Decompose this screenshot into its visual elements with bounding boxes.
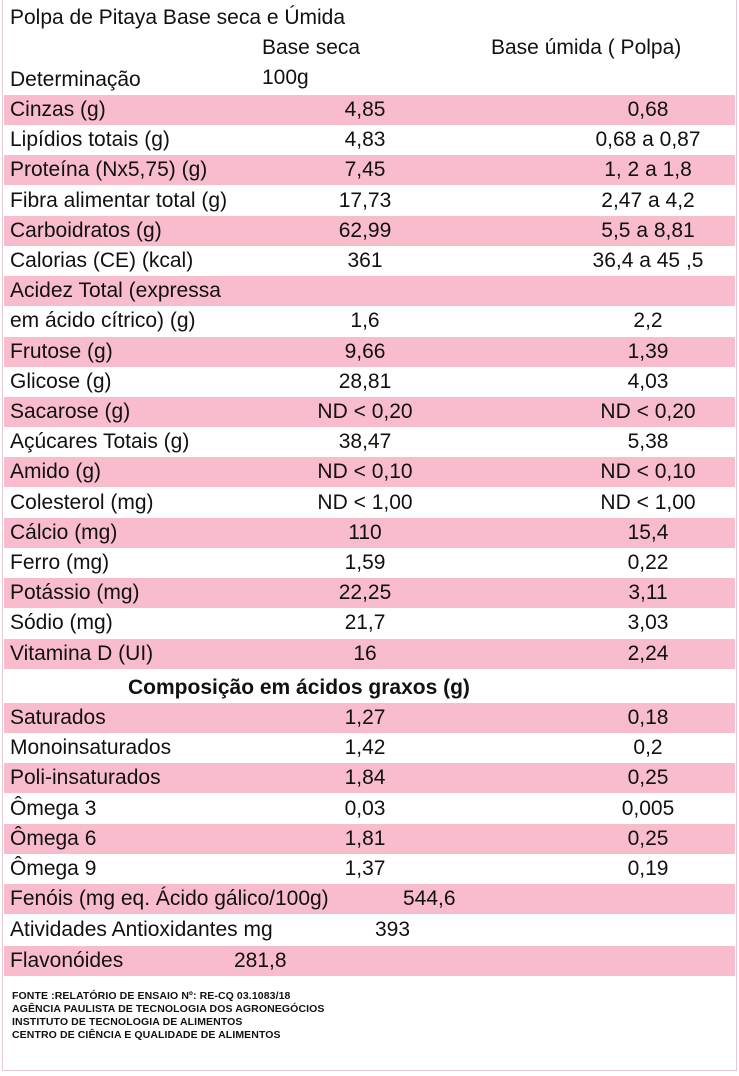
row-value-base-seca: 17,73 <box>338 188 392 212</box>
row-value-base-umida: 0,25 <box>627 826 669 850</box>
row-value-base-seca: 22,25 <box>338 581 392 605</box>
row-value-base-seca: 4,83 <box>344 128 386 152</box>
table-row <box>4 337 735 367</box>
row-value-base-umida: 3,03 <box>627 611 669 635</box>
table-row <box>4 518 735 548</box>
row-value-base-umida: 1, 2 a 1,8 <box>604 158 692 182</box>
row-label: Colesterol (mg) <box>10 490 154 514</box>
row-value-base-umida: 1,39 <box>627 339 669 363</box>
row-label: Flavonóides <box>10 949 124 972</box>
row-value: 393 <box>375 918 411 941</box>
fatty-acids-section <box>4 673 735 703</box>
row-value-base-seca: 1,42 <box>344 736 386 760</box>
row-value-base-umida: 0,22 <box>627 551 669 574</box>
row-value: 281,8 <box>234 949 287 972</box>
table-title: Polpa de Pitaya Base seca e Úmida <box>10 6 346 29</box>
row-value-base-umida: 2,2 <box>633 309 663 333</box>
row-label: Carboidratos (g) <box>10 218 162 242</box>
row-value-base-seca: 16 <box>353 641 377 665</box>
row-value-base-umida: 0,19 <box>627 857 669 880</box>
row-label: Sacarose (g) <box>10 400 131 423</box>
table-row <box>4 246 735 276</box>
table-row <box>4 306 735 336</box>
row-value-base-umida: ND < 0,20 <box>600 400 696 423</box>
row-value-base-umida: 2,47 a 4,2 <box>601 188 695 212</box>
source-note <box>12 990 325 1042</box>
table-row <box>4 854 735 884</box>
row-value-base-umida: 3,11 <box>628 581 668 605</box>
source-line: INSTITUTO DE TECNOLOGIA DE ALIMENTOS <box>12 1016 243 1028</box>
row-value-base-umida: 5,38 <box>627 430 669 454</box>
table-row <box>4 216 735 246</box>
row-label: Açúcares Totais (g) <box>10 430 190 454</box>
row-value-base-seca: 38,47 <box>338 430 392 454</box>
row-value-base-seca: ND < 1,00 <box>317 490 413 514</box>
row-label: Cinzas (g) <box>10 98 106 121</box>
row-value-base-seca: 1,37 <box>344 857 386 880</box>
row-value-base-umida: 0,25 <box>627 766 669 790</box>
row-label: em ácido cítrico) (g) <box>10 309 196 333</box>
row-value-base-seca: ND < 0,20 <box>317 400 413 423</box>
row-value-base-seca: 1,27 <box>344 706 386 729</box>
row-value-base-umida: 0,68 a 0,87 <box>595 128 701 152</box>
row-value-base-umida: 4,03 <box>627 369 669 393</box>
source-line: FONTE :RELATÓRIO DE ENSAIO Nº: RE-CQ 03.1083/18 <box>12 990 291 1002</box>
row-label: Ferro (mg) <box>10 551 110 574</box>
row-label: Glicose (g) <box>10 369 112 393</box>
row-label: Frutose (g) <box>10 339 113 363</box>
row-value-base-umida: 5,5 a 8,81 <box>601 218 695 242</box>
row-label: Ômega 6 <box>10 826 97 850</box>
row-value-base-seca: 361 <box>347 249 383 272</box>
table-row <box>4 578 735 608</box>
row-value-base-umida: 0,005 <box>621 796 675 820</box>
row-value-base-seca: 0,03 <box>344 796 386 820</box>
row-value-base-seca: 110 <box>348 520 382 544</box>
row-value-base-seca: ND < 0,10 <box>317 460 413 484</box>
row-label: Vitamina D (UI) <box>10 641 154 665</box>
row-label: Monoinsaturados <box>10 736 172 760</box>
row-value-base-umida: 15,4 <box>627 520 669 544</box>
row-label: Saturados <box>10 706 106 729</box>
row-value-base-seca: 62,99 <box>338 218 392 242</box>
table-row <box>4 276 735 306</box>
table-row <box>4 733 735 763</box>
row-value-base-umida: 0,68 <box>627 98 669 121</box>
row-label: Calorias (CE) (kcal) <box>10 249 194 272</box>
header-base-seca: Base seca <box>262 36 361 59</box>
row-value-base-seca: 4,85 <box>344 98 386 121</box>
header-determinacao: Determinação <box>10 68 141 91</box>
row-label: Fibra alimentar total (g) <box>10 188 228 212</box>
source-line: CENTRO DE CIÊNCIA E QUALIDADE DE ALIMENTOS <box>12 1029 281 1041</box>
row-value-base-umida: 2,24 <box>627 641 669 665</box>
row-label: Atividades Antioxidantes mg <box>10 918 273 941</box>
table-row <box>4 794 735 824</box>
table-row <box>4 186 735 216</box>
table-row <box>4 946 735 976</box>
row-value-base-seca: 1,81 <box>344 826 386 850</box>
table-row <box>4 155 735 185</box>
table-row <box>4 608 735 638</box>
row-value-base-seca: 9,66 <box>344 339 386 363</box>
row-value-base-umida: 36,4 a 45 ,5 <box>592 249 704 272</box>
table-row <box>4 488 735 518</box>
table-row <box>4 125 735 155</box>
table-row <box>4 457 735 487</box>
row-label: Potássio (mg) <box>10 581 140 605</box>
row-label: Ômega 3 <box>10 796 97 820</box>
row-label: Ômega 9 <box>10 857 97 880</box>
table-row <box>4 639 735 669</box>
table-row <box>4 367 735 397</box>
row-value-base-seca: 1,59 <box>344 551 386 574</box>
row-value: 544,6 <box>403 887 456 910</box>
row-value-base-umida: ND < 1,00 <box>600 490 696 514</box>
table-row <box>4 884 735 914</box>
table-row <box>4 763 735 793</box>
row-label: Poli-insaturados <box>10 766 161 790</box>
row-value-base-seca: 21,7 <box>344 611 386 635</box>
table-row <box>4 548 735 578</box>
row-label: Fenóis (mg eq. Ácido gálico/100g) <box>10 887 329 910</box>
row-label: Cálcio (mg) <box>10 520 118 544</box>
source-line: AGÊNCIA PAULISTA DE TECNOLOGIA DOS AGRONEGÓCIOS <box>12 1003 325 1015</box>
table-row <box>4 95 735 125</box>
table-row <box>4 427 735 457</box>
header-base-umida: Base úmida ( Polpa) <box>491 36 682 59</box>
header-unit: 100g <box>262 66 309 89</box>
row-value-base-seca: 1,84 <box>344 766 386 790</box>
row-label: Lipídios totais (g) <box>10 128 170 152</box>
row-value-base-umida: 0,2 <box>633 736 663 760</box>
table-row <box>4 824 735 854</box>
row-label: Amido (g) <box>10 460 102 484</box>
table-row <box>4 703 735 733</box>
row-value-base-seca: 28,81 <box>338 369 392 393</box>
row-value-base-seca: 1,6 <box>350 309 380 333</box>
row-value-base-umida: 0,18 <box>627 706 669 729</box>
row-value-base-umida: ND < 0,10 <box>600 460 696 484</box>
row-value-base-seca: 7,45 <box>344 158 386 182</box>
table-row <box>4 397 735 427</box>
table-row <box>4 915 735 945</box>
row-label: Proteína (Nx5,75) (g) <box>10 158 208 182</box>
row-label: Acidez Total (expressa <box>10 279 221 303</box>
row-label: Sódio (mg) <box>10 611 113 635</box>
fatty-acids-title: Composição em ácidos graxos (g) <box>128 676 470 699</box>
